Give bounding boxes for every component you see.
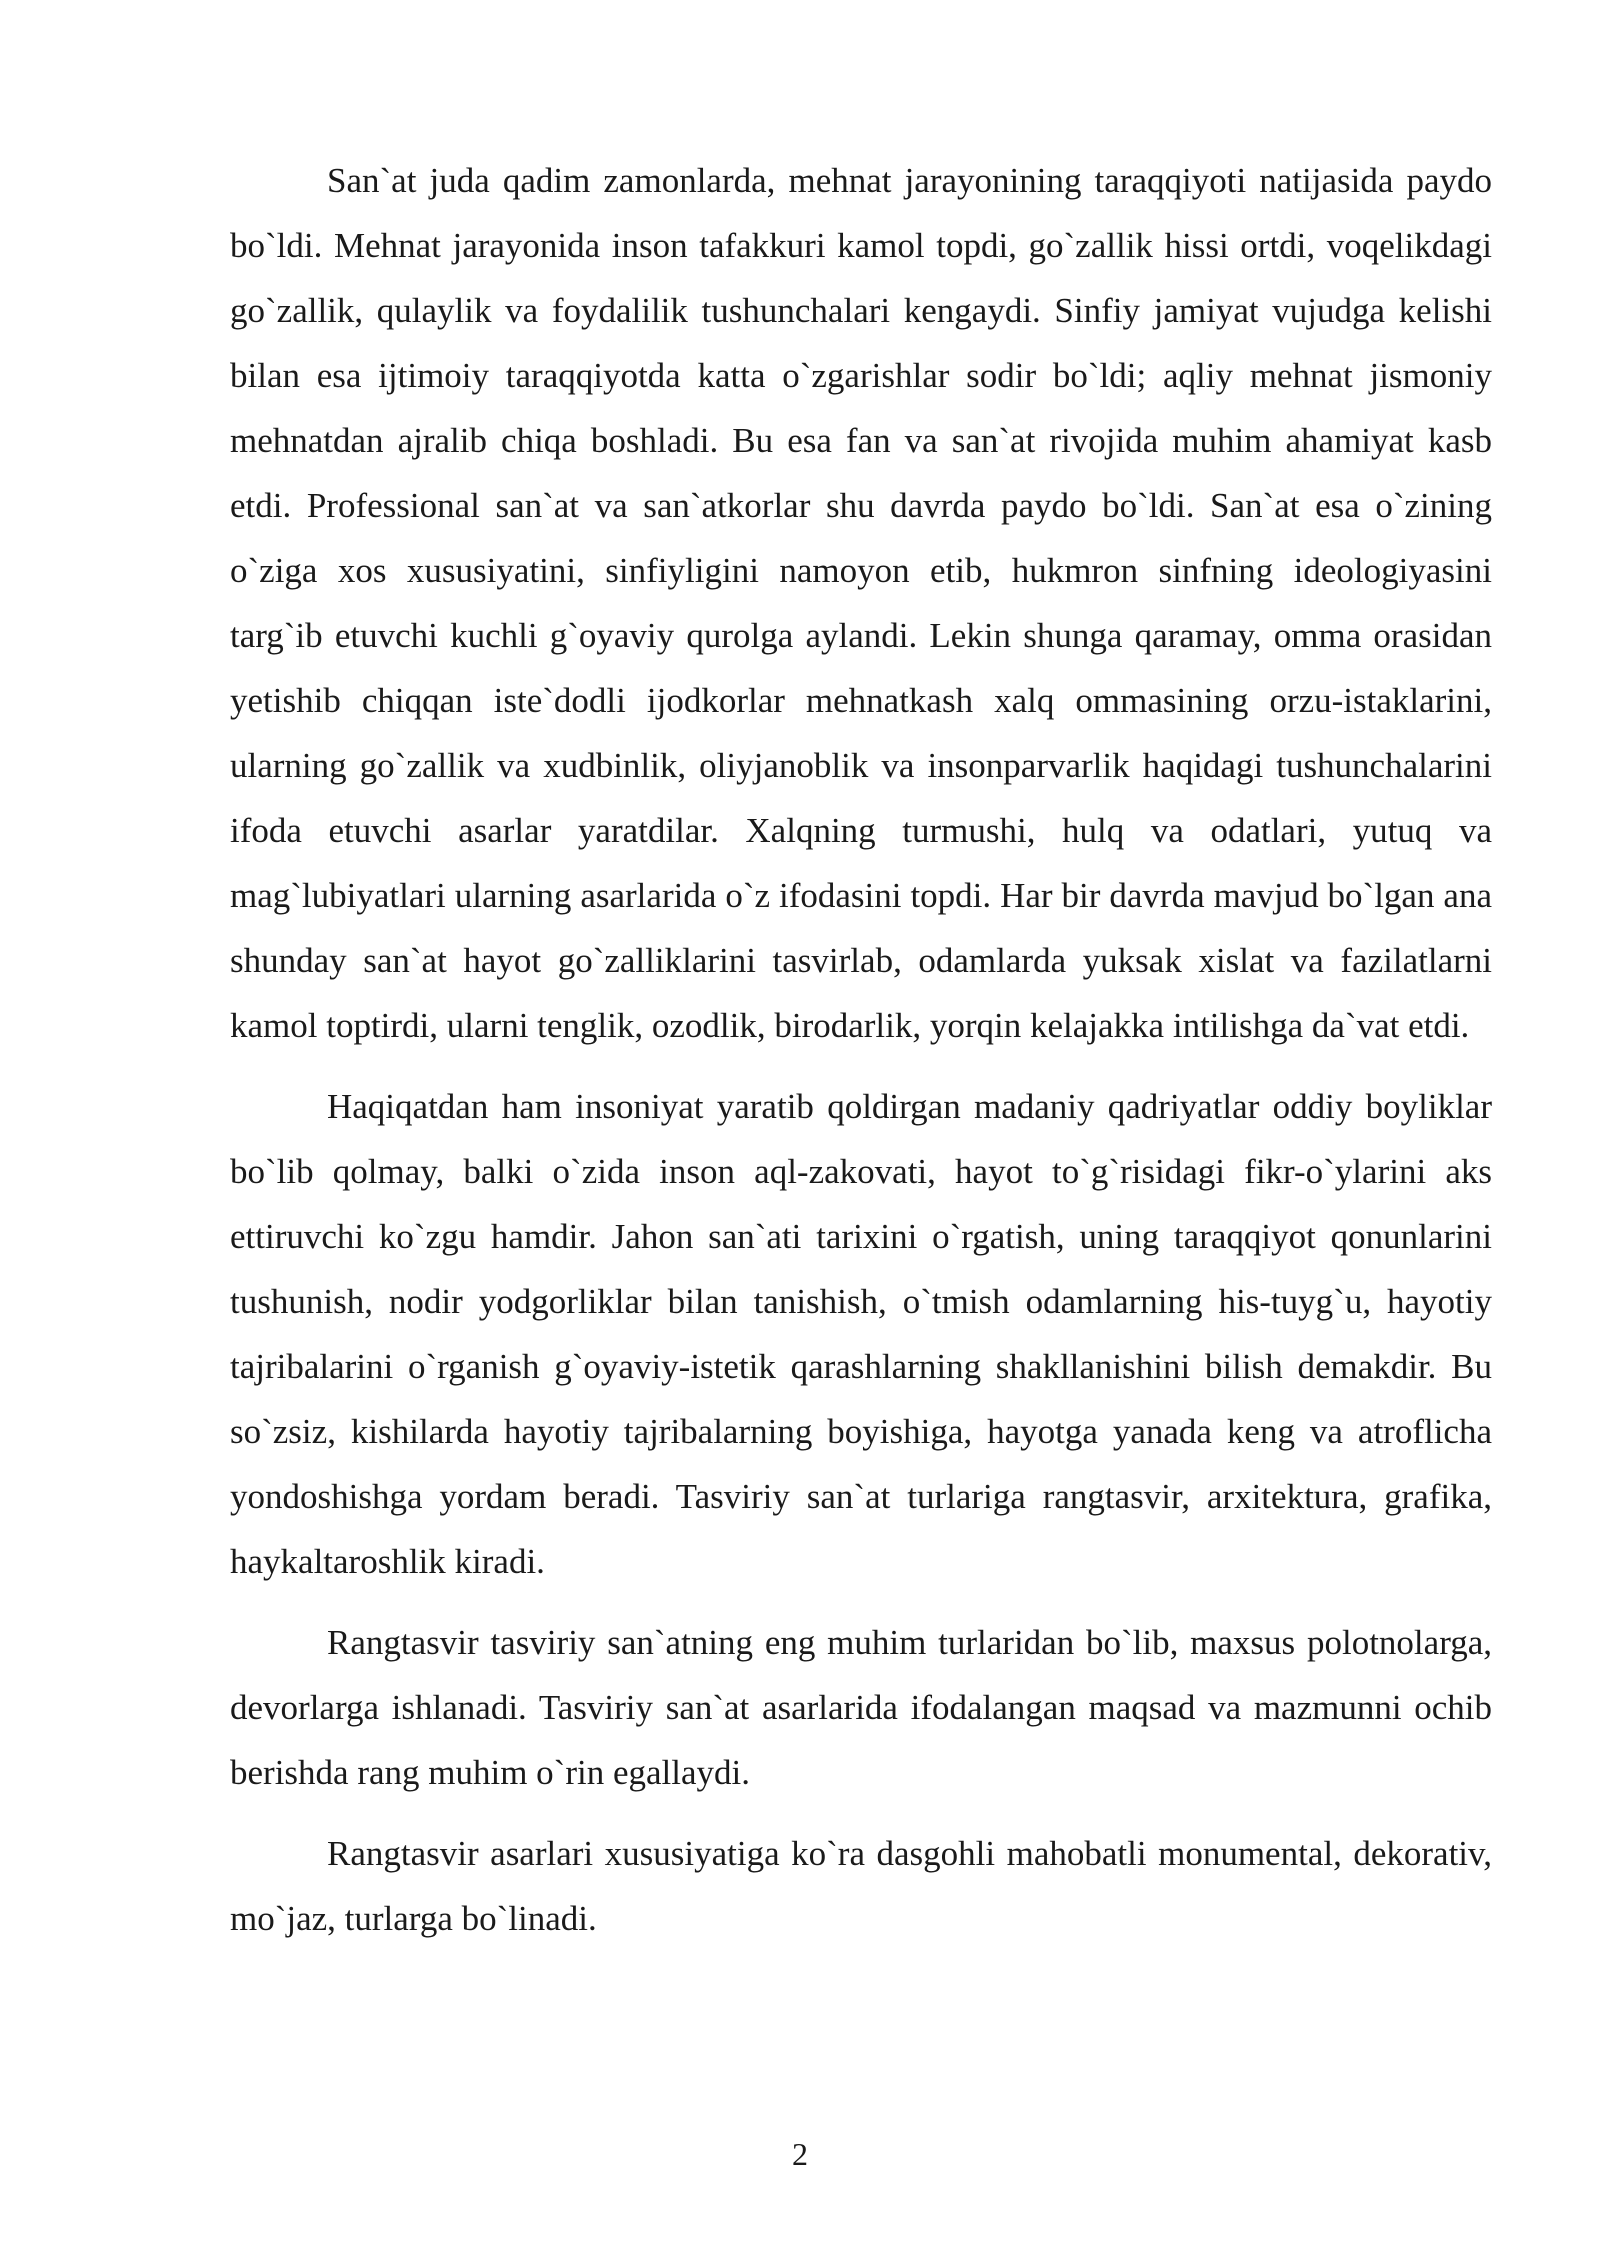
page-number: 2 [792, 2136, 808, 2172]
paragraph-3: Rangtasvir tasviriy san`atning eng muhim turlaridan bo`lib, maxsus polotnolarga, devorlarga ishlanadi. Tasviriy san`at asarlarida ifodalangan maqsad va mazmunni ochib berishda rang muhim o`rin egallaydi. [230, 1623, 1492, 1792]
paragraph-1: San`at juda qadim zamonlarda, mehnat jarayonining taraqqiyoti natijasida paydo bo`ldi. Mehnat jarayonida inson tafakkuri kamol topdi, go`zallik hissi ortdi, voqelikdagi go`zallik, qulaylik va foydalilik tushunchalari kengaydi. Sinfiy jamiyat vujudga kelishi bilan esa ijtimoiy taraqqiyotda katta o`zgarishlar sodir bo`ldi; aqliy mehnat jismoniy mehnatdan ajralib chiqa boshladi. Bu esa fan va san`at rivojida muhim ahamiyat kasb etdi. Professional san`at va san`atkorlar shu davrda paydo bo`ldi. San`at esa o`zining o`ziga xos xususiyatini, sinfiyligini namoyon etib, hukmron sinfning ideologiyasini targ`ib etuvchi kuchli g`oyaviy qurolga aylandi. Lekin shunga qaramay, omma orasidan yetishib chiqqan iste`dodli ijodkorlar mehnatkash xalq ommasining orzu-istaklarini, ularning go`zallik va xudbinlik, oliyjanoblik va insonparvarlik haqidagi tushunchalarini ifoda etuvchi asarlar yaratdilar. Xalqning turmushi, hulq va odatlari, yutuq va mag`lubiyatlari ularning asarlarida o`z ifodasini topdi. Har bir davrda mavjud bo`lgan ana shunday san`at hayot go`zalliklarini tasvirlab, odamlarda yuksak xislat va fazilatlarni kamol toptirdi, ularni tenglik, ozodlik, birodarlik, yorqin kelajakka intilishga da`vat etdi. [230, 161, 1492, 1045]
paragraph-4: Rangtasvir asarlari xususiyatiga ko`ra dasgohli mahobatli monumental, dekorativ, mo`jaz, turlarga bo`linadi. [230, 1834, 1492, 1938]
paragraph-2: Haqiqatdan ham insoniyat yaratib qoldirgan madaniy qadriyatlar oddiy boyliklar bo`lib qolmay, balki o`zida inson aql-zakovati, hayot to`g`risidagi fikr-o`ylarini aks ettiruvchi ko`zgu hamdir. Jahon san`ati tarixini o`rgatish, uning taraqqiyot qonunlarini tushunish, nodir yodgorliklar bilan tanishish, o`tmish odamlarning his-tuyg`u, hayotiy tajribalarini o`rganish g`oyaviy-istetik qarashlarning shakllanishini bilish demakdir. Bu so`zsiz, kishilarda hayotiy tajribalarning boyishiga, hayotga yanada keng va atroflicha yondoshishga yordam beradi. Tasviriy san`at turlariga rangtasvir, arxitektura, grafika, haykaltaroshlik kiradi. [230, 1087, 1492, 1581]
body-text [230, 148, 1492, 1967]
